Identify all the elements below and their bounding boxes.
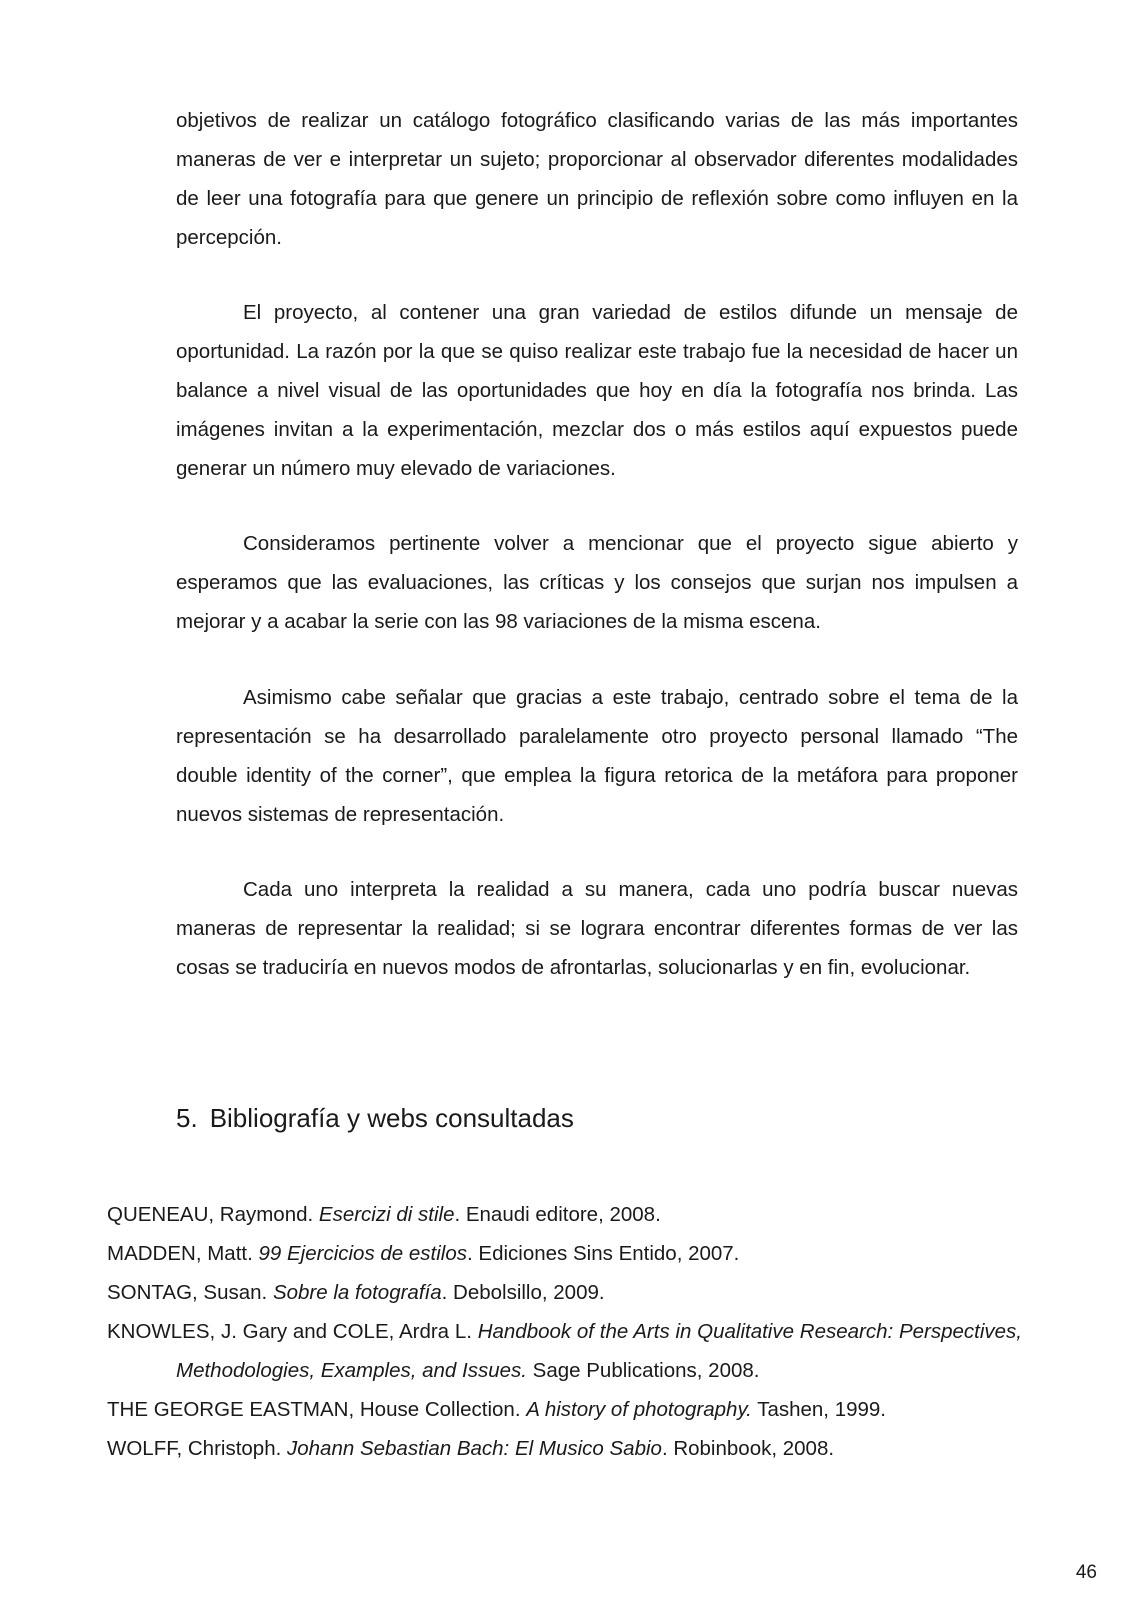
section-title: Bibliografía y webs consultadas xyxy=(209,1103,574,1133)
paragraph-cada-uno: Cada uno interpreta la realidad a su manera, cada uno podría buscar nuevas maneras de representar la realidad; si se lograra encontrar diferentes formas de ver las cosas se traduciría en nuevos modos de afrontarlas, solucionarlas y en fin, evolucionar. xyxy=(176,878,1018,979)
entry-publisher: . Enaudi editore, 2008. xyxy=(454,1203,661,1226)
entry-publisher: . Debolsillo, 2009. xyxy=(441,1281,605,1304)
entry-author: KNOWLES, J. Gary and COLE, Ardra L. xyxy=(107,1320,478,1343)
entry-author: MADDEN, Matt. xyxy=(107,1242,259,1265)
bibliography-entry xyxy=(107,1390,1022,1429)
entry-author: SONTAG, Susan. xyxy=(107,1281,273,1304)
entry-title: A history of photography. xyxy=(526,1398,752,1421)
entry-author: THE GEORGE EASTMAN, House Collection. xyxy=(107,1398,527,1421)
entry-title: Johann Sebastian Bach: El Musico Sabio xyxy=(287,1437,662,1460)
paragraph-consideramos: Consideramos pertinente volver a mencionar que el proyecto sigue abierto y esperamos que las evaluaciones, las críticas y los consejos que surjan nos impulsen a mejorar y a acabar la serie con las 98 variaciones de la misma escena. xyxy=(176,532,1018,633)
paragraph-proyecto: El proyecto, al contener una gran variedad de estilos difunde un mensaje de oportunidad. La razón por la que se quiso realizar este trabajo fue la necesidad de hacer un balance a nivel visual de las oportunidades que hoy en día la fotografía nos brinda. Las imágenes invitan a la experimentación, mezclar dos o más estilos aquí expuestos puede generar un número muy elevado de variaciones. xyxy=(176,301,1018,480)
bibliography-entry xyxy=(107,1234,1022,1273)
entry-author: QUENEAU, Raymond. xyxy=(107,1203,319,1226)
page-number: 46 xyxy=(1075,1562,1097,1583)
section-number: 5. xyxy=(176,1103,198,1133)
bibliography-entry xyxy=(107,1429,1022,1468)
bibliography-list xyxy=(107,1195,1022,1468)
entry-publisher: Tashen, 1999. xyxy=(751,1398,886,1421)
section-heading xyxy=(176,1100,574,1136)
entry-publisher: Sage Publications, 2008. xyxy=(526,1359,760,1382)
paragraph-objetivos: objetivos de realizar un catálogo fotográfico clasificando varias de las más importantes maneras de ver e interpretar un sujeto; proporcionar al observador diferentes modalidades de leer una fotografía para que genere un principio de reflexión sobre como influyen en la percepción. xyxy=(176,109,1018,249)
bibliography-entry xyxy=(107,1195,1022,1234)
entry-author: WOLFF, Christoph. xyxy=(107,1437,287,1460)
entry-title: Esercizi di stile xyxy=(318,1203,455,1226)
entry-title: 99 Ejercicios de estilos xyxy=(258,1242,468,1265)
bibliography-entry xyxy=(107,1273,1022,1312)
entry-publisher: . Robinbook, 2008. xyxy=(661,1437,835,1460)
paragraph-asimismo: Asimismo cabe señalar que gracias a este trabajo, centrado sobre el tema de la representación se ha desarrollado paralelamente otro proyecto personal llamado “The double identity of the corner”, que emplea la figura retorica de la metáfora para proponer nuevos sistemas de representación. xyxy=(176,686,1018,826)
entry-title: Sobre la fotografía xyxy=(272,1281,442,1304)
bibliography-entry xyxy=(107,1312,1022,1390)
entry-title: Handbook of the Arts in Qualitative Research: Perspectives, Methodologies, Examples, and Issues. xyxy=(176,1320,1022,1382)
entry-publisher: . Ediciones Sins Entido, 2007. xyxy=(467,1242,740,1265)
